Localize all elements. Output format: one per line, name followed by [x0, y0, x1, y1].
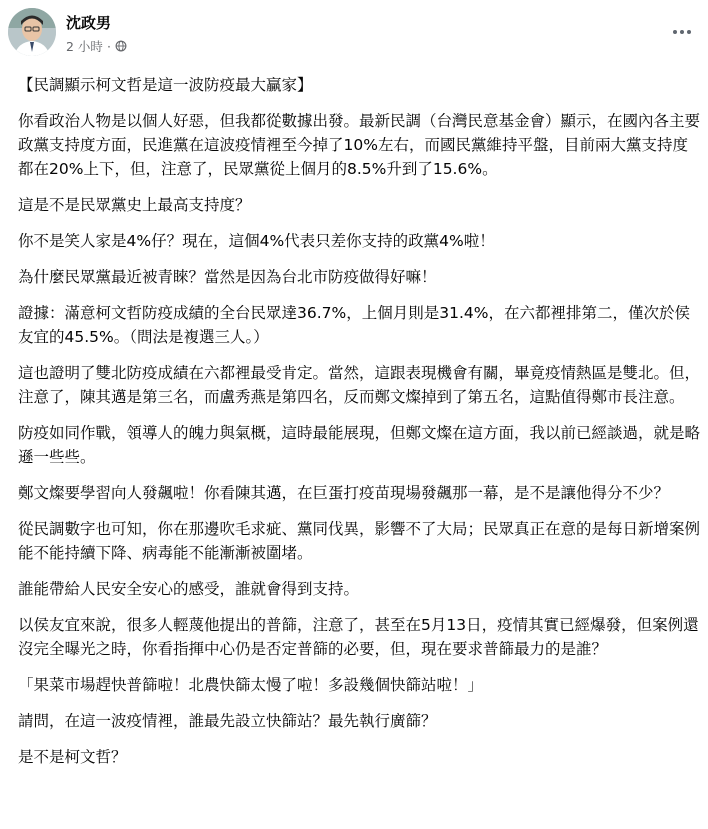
post-paragraph: 請問，在這一波疫情裡，誰最先設立快篩站？最先執行廣篩？	[18, 712, 437, 730]
post-paragraph: 以侯友宜來說，很多人輕蔑他提出的普篩，注意了，甚至在5月13日，疫情其實已經爆發，但案例還沒完全曝光之時，你看指揮中心仍是否定普篩的必要，但，現在要求普篩最力的是誰？	[18, 616, 699, 658]
post-meta	[66, 37, 127, 55]
post-paragraph: 為什麼民眾黨最近被青睞？當然是因為台北市防疫做得好嘛！	[18, 268, 437, 286]
dot	[687, 30, 691, 34]
post-header	[8, 8, 700, 60]
post-paragraph: 從民調數字也可知，你在那邊吹毛求疵、黨同伐異，影響不了大局；民眾真正在意的是每日新增案例能不能持續下降、病毒能不能漸漸被圍堵。	[18, 520, 701, 562]
post-paragraph: 這是不是民眾黨史上最高支持度？	[18, 196, 251, 214]
globe-icon	[115, 40, 127, 52]
post-paragraph: 你看政治人物是以個人好惡，但我都從數據出發。最新民調（台灣民意基金會）顯示，在國內各主要政黨支持度方面，民進黨在這波疫情裡至今掉了10%左右，而國民黨維持平盤，目前兩大黨支持度都在20%上下，但，注意了，民眾黨從上個月的8.5%升到了15.6%。	[18, 112, 701, 178]
post-paragraph: 證據：滿意柯文哲防疫成績的全台民眾達36.7%，上個月則是31.4%，在六都裡排第二，僅次於侯友宜的45.5%。（問法是複選三人。）	[18, 304, 690, 346]
author-avatar[interactable]	[8, 8, 56, 56]
post-content	[18, 73, 700, 781]
post-paragraph: 是不是柯文哲？	[18, 748, 127, 766]
author-name[interactable]: 沈政男	[66, 14, 112, 32]
meta-separator: ·	[106, 38, 111, 54]
post-paragraph: 這也證明了雙北防疫成績在六都裡最受肯定。當然，這跟表現機會有關，畢竟疫情熱區是雙北。但，注意了，陳其邁是第三名，而盧秀燕是第四名，反而鄭文燦掉到了第五名，這點值得鄭市長注意。	[18, 364, 701, 406]
avatar-image	[8, 8, 56, 56]
post-quote: 「果菜市場趕快普篩啦！北農快篩太慢了啦！多設幾個快篩站啦！」	[18, 676, 484, 694]
dot	[680, 30, 684, 34]
post-paragraph: 鄭文燦要學習向人發飆啦！你看陳其邁，在巨蛋打疫苗現場發飆那一幕，是不是讓他得分不少？	[18, 484, 670, 502]
post-paragraph: 防疫如同作戰，領導人的魄力與氣概，這時最能展現，但鄭文燦在這方面，我以前已經談過，就是略遜一些些。	[18, 424, 701, 466]
post-paragraph: 你不是笑人家是4%仔？現在，這個4%代表只差你支持的政黨4%啦！	[18, 232, 495, 250]
post-paragraph: 誰能帶給人民安全安心的感受，誰就會得到支持。	[18, 580, 360, 598]
more-options-icon[interactable]	[668, 22, 696, 42]
post-title: 【民調顯示柯文哲是這一波防疫最大贏家】	[18, 76, 313, 94]
dot	[673, 30, 677, 34]
post-time[interactable]: 2 小時	[66, 39, 103, 54]
